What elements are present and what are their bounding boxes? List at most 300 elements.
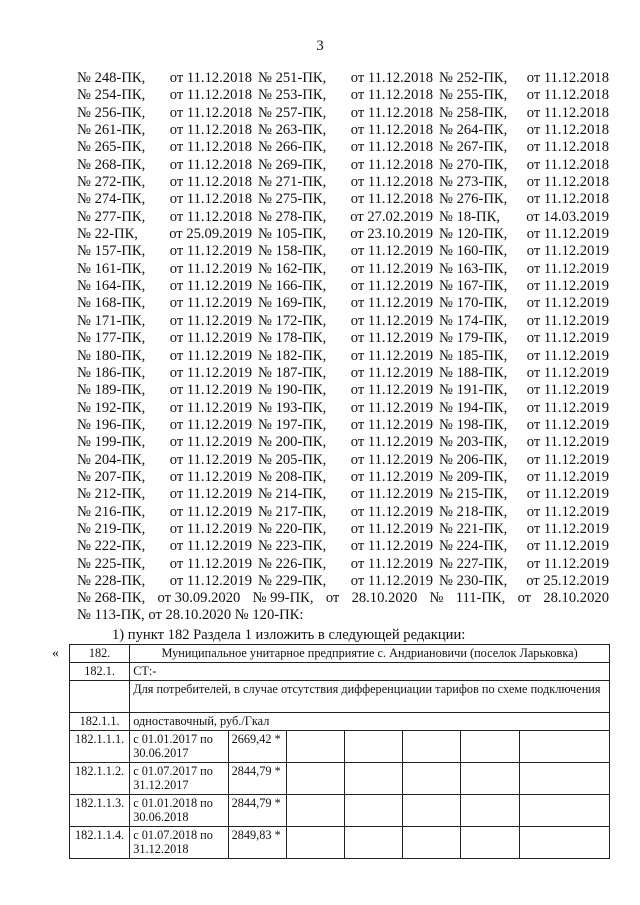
reference-date: от 11.12.2018 [350,87,433,104]
reference-number: № 189-ПК, [77,382,146,399]
reference-number: № 200-ПК, [258,434,327,451]
blank-cell [403,795,461,827]
reference-date: от 11.12.2019 [169,278,252,295]
reference-number: № 162-ПК, [258,260,327,277]
reference-date: от 11.12.2019 [526,347,609,364]
reference-number: № 199-ПК, [77,434,146,451]
reference-number: № 171-ПК, [77,312,146,329]
reference-tail-word: от [325,590,340,606]
reference-date: от 11.12.2019 [526,330,609,347]
reference-date: от 11.12.2019 [169,364,252,381]
reference-date: от 11.12.2019 [169,243,252,260]
reference-number: № 217-ПК, [258,503,327,520]
blank-cell [403,731,461,763]
reference-number: № 161-ПК, [77,260,146,277]
reference-tail-word: 28.10.2020 [351,590,418,606]
tariff-table [69,644,610,859]
reference-item [77,122,258,139]
blank-cell [286,827,344,859]
reference-number: № 225-ПК, [77,555,146,572]
reference-number: № 230-ПК, [439,572,508,589]
reference-number: № 257-ПК, [258,104,327,121]
reference-item [258,434,439,451]
reference-item [258,243,439,260]
reference-item [258,139,439,156]
reference-number: № 218-ПК, [439,503,508,520]
reference-number: № 227-ПК, [439,555,508,572]
reference-date: от 11.12.2019 [169,520,252,537]
reference-item [258,313,439,330]
period-value: 2844,79 * [228,763,286,795]
reference-number: № 278-ПК, [258,208,327,225]
sub-number: 182.1. [70,663,130,681]
reference-item [77,139,258,156]
reference-date: от 11.12.2018 [526,70,609,86]
reference-date: от 11.12.2018 [350,191,433,208]
reference-date: от 11.12.2019 [526,399,609,416]
reference-number: № 207-ПК, [77,468,146,485]
reference-number: № 273-ПК, [439,174,508,191]
blank-cell [344,763,402,795]
reference-row [77,278,609,295]
reference-item [258,538,439,555]
reference-item [439,556,609,573]
reference-row [77,174,609,191]
reference-item [439,365,609,382]
reference-date: от 11.12.2018 [169,122,252,139]
reference-row [77,556,609,573]
reference-item [258,330,439,347]
reference-date: от 11.12.2018 [350,122,433,139]
reference-date: от 11.12.2019 [169,382,252,399]
reference-date: от 11.12.2019 [350,486,433,503]
reference-date: от 11.12.2019 [169,486,252,503]
reference-number: № 265-ПК, [77,139,146,156]
reference-item [77,538,258,555]
reference-number: № 272-ПК, [77,174,146,191]
reference-number: № 248-ПК, [77,70,146,86]
reference-item [258,295,439,312]
reference-item [77,556,258,573]
reference-number: № 256-ПК, [77,104,146,121]
reference-item [77,417,258,434]
reference-number: № 208-ПК, [258,468,327,485]
reference-date: от 11.12.2019 [526,503,609,520]
reference-row [77,521,609,538]
reference-number: № 180-ПК, [77,347,146,364]
reference-date: от 27.02.2019 [350,208,433,225]
blank-cell [344,795,402,827]
reference-date: от 11.12.2019 [350,364,433,381]
reference-row [77,122,609,139]
reference-row [77,330,609,347]
reference-item [258,486,439,503]
reference-tail-word: 111-ПК, [455,590,506,606]
blank-cell [519,731,609,763]
reference-number: № 191-ПК, [439,382,508,399]
reference-date: от 11.12.2019 [350,434,433,451]
rate-text: одноставочный, руб./Гкал [130,713,610,731]
reference-date: от 11.12.2019 [350,538,433,555]
reference-date: от 11.12.2019 [350,399,433,416]
reference-tail-word: № [429,590,444,606]
reference-item [439,330,609,347]
page-number: 3 [316,38,324,54]
reference-item [77,521,258,538]
reference-number: № 194-ПК, [439,399,508,416]
reference-tail-word: № 99-ПК, [252,590,314,606]
reference-item [439,191,609,208]
period-value: 2849,83 * [228,827,286,859]
reference-number: № 270-ПК, [439,156,508,173]
reference-number: № 182-ПК, [258,347,327,364]
reference-date: от 11.12.2019 [526,382,609,399]
reference-item [439,469,609,486]
reference-item [258,573,439,590]
reference-item [77,313,258,330]
reference-date: от 11.12.2018 [169,156,252,173]
reference-number: № 254-ПК, [77,87,146,104]
reference-date: от 11.12.2019 [350,382,433,399]
blank-cell [519,827,609,859]
reference-date: от 11.12.2018 [526,139,609,156]
reference-number: № 271-ПК, [258,174,327,191]
reference-date: от 11.12.2019 [350,451,433,468]
reference-number: № 253-ПК, [258,87,327,104]
reference-date: от 25.12.2019 [526,572,609,589]
reference-number: № 220-ПК, [258,520,327,537]
reference-item [258,87,439,104]
reference-item [439,573,609,590]
reference-date: от 11.12.2019 [350,503,433,520]
table-row [70,681,610,713]
reference-number: № 178-ПК, [258,330,327,347]
blank-cell [344,731,402,763]
reference-item [258,70,439,87]
reference-number: № 164-ПК, [77,278,146,295]
reference-date: от 11.12.2018 [526,122,609,139]
blank-cell [70,681,130,713]
table-row [70,645,610,663]
reference-number: № 167-ПК, [439,278,508,295]
reference-number: № 261-ПК, [77,122,146,139]
reference-item [258,278,439,295]
reference-item [77,486,258,503]
reference-item [77,504,258,521]
table-row [70,731,610,763]
reference-date: от 11.12.2018 [350,104,433,121]
reference-item [439,105,609,122]
reference-number: № 179-ПК, [439,330,508,347]
reference-date: от 11.12.2018 [169,174,252,191]
reference-item [77,191,258,208]
reference-number: № 190-ПК, [258,382,327,399]
blank-cell [461,827,519,859]
reference-date: от 11.12.2019 [350,295,433,312]
reference-item [77,469,258,486]
reference-number: № 268-ПК, [77,156,146,173]
reference-item [439,452,609,469]
reference-item [77,70,258,87]
reference-date: от 11.12.2019 [526,260,609,277]
reference-date: от 11.12.2019 [526,434,609,451]
reference-number: № 157-ПК, [77,243,146,260]
reference-item [77,261,258,278]
reference-number: № 169-ПК, [258,295,327,312]
reference-number: № 252-ПК, [439,70,508,86]
reference-item [439,313,609,330]
reference-row [77,209,609,226]
reference-date: от 11.12.2019 [526,226,609,243]
blank-cell [344,827,402,859]
reference-number: № 197-ПК, [258,416,327,433]
reference-number: № 22-ПК, [77,226,138,243]
reference-number: № 274-ПК, [77,191,146,208]
reference-date: от 11.12.2019 [169,330,252,347]
reference-number: № 221-ПК, [439,520,508,537]
reference-item [258,469,439,486]
reference-date: от 11.12.2019 [169,347,252,364]
reference-number: № 275-ПК, [258,191,327,208]
reference-date: от 11.12.2019 [350,468,433,485]
reference-date: от 11.12.2019 [350,312,433,329]
reference-date: от 11.12.2019 [526,416,609,433]
reference-date: от 11.12.2018 [169,87,252,104]
org-name: Муниципальное унитарное предприятие с. Андриановичи (поселок Ларьковка) [130,645,610,663]
reference-date: от 11.12.2019 [350,416,433,433]
reference-date: от 11.12.2019 [350,555,433,572]
period-dates: с 01.01.2017 по 30.06.2017 [130,731,228,763]
reference-item [77,226,258,243]
blank-cell [519,795,609,827]
reference-row [77,382,609,399]
reference-row [77,365,609,382]
reference-number: № 219-ПК, [77,520,146,537]
sub-text: СТ:- [130,663,610,681]
reference-date: от 11.12.2018 [526,104,609,121]
reference-number: № 105-ПК, [258,226,327,243]
reference-item [439,70,609,87]
reference-row [77,87,609,104]
reference-date: от 11.12.2018 [526,174,609,191]
reference-row [77,573,609,590]
reference-date: от 11.12.2019 [350,520,433,537]
reference-row [77,105,609,122]
reference-row [77,139,609,156]
reference-number: № 224-ПК, [439,538,508,555]
reference-number: № 216-ПК, [77,503,146,520]
reference-row [77,434,609,451]
reference-number: № 258-ПК, [439,104,508,121]
reference-item [77,105,258,122]
period-dates: с 01.01.2018 по 30.06.2018 [130,795,228,827]
reference-tail-word: № 268-ПК, [77,590,146,606]
reference-item [439,504,609,521]
reference-number: № 188-ПК, [439,364,508,381]
reference-number: № 187-ПК, [258,364,327,381]
reference-number: № 276-ПК, [439,191,508,208]
reference-number: № 263-ПК, [258,122,327,139]
references-tail-line-1 [77,590,609,607]
reference-date: от 11.12.2018 [350,139,433,156]
reference-date: от 11.12.2018 [169,104,252,121]
reference-date: от 11.12.2018 [169,191,252,208]
blank-cell [461,731,519,763]
reference-number: № 170-ПК, [439,295,508,312]
reference-date: от 11.12.2019 [169,572,252,589]
period-number: 182.1.1.4. [70,827,130,859]
reference-date: от 11.12.2018 [526,87,609,104]
reference-date: от 11.12.2018 [350,70,433,86]
reference-row [77,226,609,243]
reference-date: от 11.12.2019 [350,572,433,589]
reference-row [77,538,609,555]
reference-item [439,434,609,451]
reference-date: от 11.12.2019 [169,555,252,572]
reference-date: от 11.12.2019 [526,243,609,260]
blank-cell [286,795,344,827]
reference-number: № 158-ПК, [258,243,327,260]
reference-item [439,417,609,434]
blank-cell [519,763,609,795]
reference-number: № 166-ПК, [258,278,327,295]
reference-item [258,452,439,469]
references-grid [77,70,609,590]
blank-cell [286,763,344,795]
reference-date: от 11.12.2019 [169,451,252,468]
reference-date: от 11.12.2018 [526,191,609,208]
reference-item [77,87,258,104]
reference-number: № 229-ПК, [258,572,327,589]
consumers-text: Для потребителей, в случае отсутствия дифференциации тарифов по схеме подключения [130,681,610,713]
blank-cell [403,763,461,795]
reference-item [77,365,258,382]
reference-item [77,348,258,365]
reference-number: № 160-ПК, [439,243,508,260]
reference-item [258,105,439,122]
reference-item [258,556,439,573]
reference-number: № 226-ПК, [258,555,327,572]
reference-date: от 11.12.2019 [169,399,252,416]
reference-number: № 215-ПК, [439,486,508,503]
reference-number: № 255-ПК, [439,87,508,104]
table-row [70,713,610,731]
reference-number: № 223-ПК, [258,538,327,555]
reference-item [258,261,439,278]
reference-date: от 11.12.2019 [350,347,433,364]
reference-item [439,295,609,312]
reference-item [439,243,609,260]
reference-item [439,261,609,278]
reference-date: от 11.12.2018 [350,156,433,173]
reference-item [77,434,258,451]
reference-number: № 120-ПК, [439,226,508,243]
reference-number: № 214-ПК, [258,486,327,503]
reference-date: от 11.12.2019 [169,538,252,555]
reference-date: от 14.03.2019 [526,208,609,225]
reference-item [258,174,439,191]
reference-number: № 264-ПК, [439,122,508,139]
reference-date: от 11.12.2018 [350,174,433,191]
reference-date: от 11.12.2019 [526,486,609,503]
reference-number: № 251-ПК, [258,70,327,86]
period-value: 2669,42 * [228,731,286,763]
reference-number: № 192-ПК, [77,399,146,416]
reference-date: от 11.12.2018 [169,208,252,225]
reference-date: от 11.12.2019 [169,503,252,520]
reference-number: № 163-ПК, [439,260,508,277]
reference-date: от 11.12.2019 [169,468,252,485]
references-tail-line-2: № 113-ПК, от 28.10.2020 № 120-ПК: [77,607,304,623]
reference-item [77,209,258,226]
reference-row [77,469,609,486]
reference-number: № 193-ПК, [258,399,327,416]
reference-row [77,295,609,312]
reference-row [77,452,609,469]
reference-item [77,400,258,417]
reference-row [77,313,609,330]
reference-item [258,400,439,417]
reference-number: № 174-ПК, [439,312,508,329]
amendment-heading: 1) пункт 182 Раздела 1 изложить в следующей редакции: [112,627,466,643]
period-number: 182.1.1.3. [70,795,130,827]
reference-item [258,504,439,521]
reference-item [439,278,609,295]
reference-number: № 186-ПК, [77,364,146,381]
reference-date: от 11.12.2019 [350,278,433,295]
reference-item [258,209,439,226]
reference-date: от 11.12.2019 [526,451,609,468]
reference-item [258,226,439,243]
period-dates: с 01.07.2018 по 31.12.2018 [130,827,228,859]
table-row [70,827,610,859]
reference-item [258,365,439,382]
reference-number: № 204-ПК, [77,451,146,468]
reference-item [439,538,609,555]
reference-row [77,191,609,208]
reference-item [77,382,258,399]
reference-number: № 185-ПК, [439,347,508,364]
reference-item [439,139,609,156]
reference-item [439,400,609,417]
reference-number: № 172-ПК, [258,312,327,329]
reference-item [439,157,609,174]
reference-item [258,382,439,399]
reference-item [258,348,439,365]
reference-date: от 11.12.2019 [169,260,252,277]
reference-row [77,243,609,260]
reference-item [77,573,258,590]
reference-item [439,226,609,243]
reference-number: № 277-ПК, [77,208,146,225]
reference-row [77,400,609,417]
reference-row [77,157,609,174]
reference-item [439,209,609,226]
reference-number: № 196-ПК, [77,416,146,433]
reference-date: от 11.12.2019 [350,260,433,277]
org-number: 182. [70,645,130,663]
reference-row [77,261,609,278]
reference-item [258,417,439,434]
reference-row [77,70,609,87]
period-value: 2844,79 * [228,795,286,827]
table-row [70,795,610,827]
reference-tail-word: 28.10.2020 [543,590,609,606]
reference-item [439,348,609,365]
reference-date: от 11.12.2019 [526,468,609,485]
reference-number: № 212-ПК, [77,486,146,503]
reference-number: № 18-ПК, [439,208,500,225]
